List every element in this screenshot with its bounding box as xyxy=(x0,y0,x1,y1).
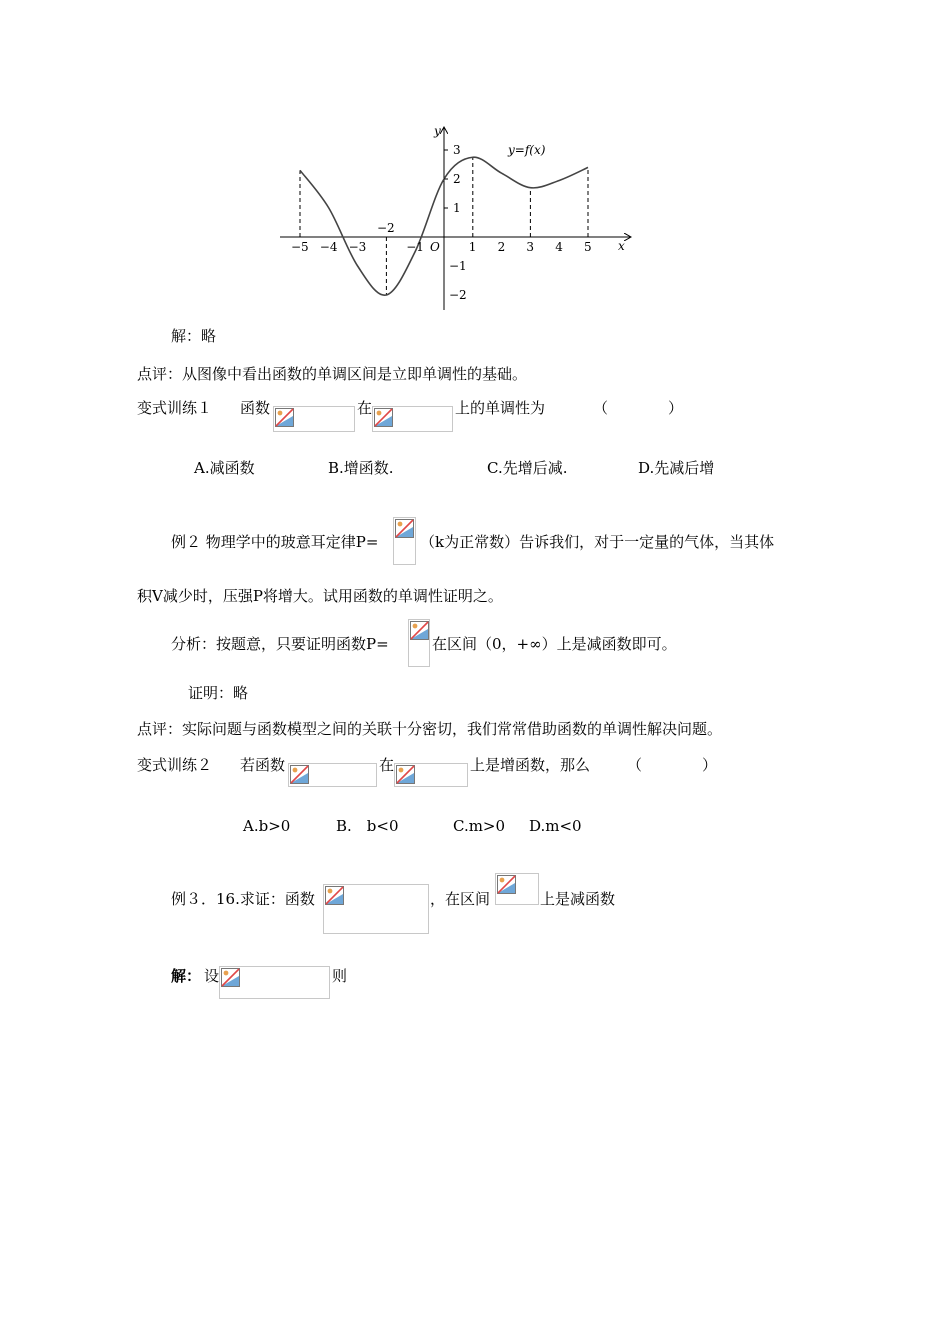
x-tick-label: −1 xyxy=(406,240,424,254)
analysis-text-a: 分析：按题意，只要证明函数P= xyxy=(171,635,389,653)
option-1b: B.增函数. xyxy=(328,459,394,477)
broken-image-icon xyxy=(374,408,393,427)
exercise-2-label: 变式训练２ xyxy=(137,756,213,774)
analysis-text-b: 在区间（0，+∞）上是减函数即可。 xyxy=(432,635,677,653)
comment-2: 点评：实际问题与函数模型之间的关联十分密切，我们常常借助函数的单调性解决问题。 xyxy=(137,720,723,738)
x-tick-label: −5 xyxy=(291,240,309,254)
option-2b: B. b<0 xyxy=(336,817,399,835)
exercise-2-text-b: 在 xyxy=(379,756,395,774)
function-graph xyxy=(270,120,640,320)
option-1c: C.先增后减. xyxy=(487,459,568,477)
y-tick-labels xyxy=(444,143,467,302)
y-axis-label: y xyxy=(434,124,441,138)
y-tick-label: 1 xyxy=(453,201,461,215)
solution-2-label: 解： xyxy=(171,967,202,985)
option-1d: D.先减后增 xyxy=(638,459,715,477)
exercise-1-text-c: 上的单调性为 xyxy=(455,399,546,417)
formula-image xyxy=(219,966,330,999)
solution-2-text-b: 则 xyxy=(332,967,348,985)
origin-label: O xyxy=(430,240,440,254)
x-tick-label: −3 xyxy=(348,240,367,254)
formula-image xyxy=(273,406,355,432)
y-tick-label: −1 xyxy=(449,259,467,273)
formula-image xyxy=(495,873,539,905)
formula-image xyxy=(372,406,453,432)
option-2c: C.m>0 xyxy=(453,817,506,835)
broken-image-icon xyxy=(325,886,344,905)
y-tick-label: 2 xyxy=(453,172,461,186)
exercise-2-text-c: 上是增函数，那么 xyxy=(470,756,591,774)
y-tick-label: −2 xyxy=(449,288,467,302)
broken-image-icon xyxy=(497,875,516,894)
example-3-text-c: 上是减函数 xyxy=(540,890,616,908)
broken-image-icon xyxy=(275,408,294,427)
x-tick-labels xyxy=(291,240,592,254)
proof-text: 证明：略 xyxy=(188,684,249,702)
formula-image xyxy=(393,517,416,565)
example-3-text-b: ，在区间 xyxy=(430,890,491,908)
broken-image-icon xyxy=(290,765,309,784)
formula-image xyxy=(323,884,429,934)
example-3-text-a: 例３．16.求证：函数 xyxy=(171,890,315,908)
exercise-2-bracket: （ ） xyxy=(627,756,718,774)
x-tick-label: 3 xyxy=(526,240,535,254)
example-2-text-a: 例２ 物理学中的玻意耳定律P= xyxy=(171,533,379,551)
x-annot-label: −2 xyxy=(377,221,395,235)
broken-image-icon xyxy=(395,519,414,538)
comment-1: 点评：从图像中看出函数的单调区间是立即单调性的基础。 xyxy=(137,365,528,383)
option-1a: A.减函数 xyxy=(194,459,255,477)
x-tick-label: 5 xyxy=(584,240,592,254)
x-tick-label: 1 xyxy=(468,240,477,254)
x-tick-label: 2 xyxy=(497,240,506,254)
solution-2-text-a: 设 xyxy=(204,967,220,985)
x-tick-label: 4 xyxy=(555,240,563,254)
example-2-text-c: 积V减少时，压强P将增大。试用函数的单调性证明之。 xyxy=(137,587,503,605)
solution-1: 解：略 xyxy=(171,327,217,345)
exercise-1-bracket: （ ） xyxy=(593,399,684,417)
broken-image-icon xyxy=(396,765,415,784)
exercise-1-text-b: 在 xyxy=(357,399,373,417)
option-2d: D.m<0 xyxy=(529,817,582,835)
exercise-1-text-a: 函数 xyxy=(240,399,271,417)
exercise-1-label: 变式训练１ xyxy=(137,399,213,417)
formula-image xyxy=(408,619,430,667)
broken-image-icon xyxy=(410,621,429,640)
example-2-text-b: （k为正常数）告诉我们，对于一定量的气体，当其体 xyxy=(420,533,775,551)
formula-image xyxy=(288,763,377,787)
x-axis-label: x xyxy=(618,239,625,253)
curve-label: y=f(x) xyxy=(508,143,546,157)
x-tick-label: −4 xyxy=(319,240,338,254)
exercise-2-text-a: 若函数 xyxy=(240,756,286,774)
broken-image-icon xyxy=(221,968,240,987)
y-tick-label: 3 xyxy=(453,143,461,157)
option-2a: A.b>0 xyxy=(243,817,291,835)
formula-image xyxy=(394,763,468,787)
